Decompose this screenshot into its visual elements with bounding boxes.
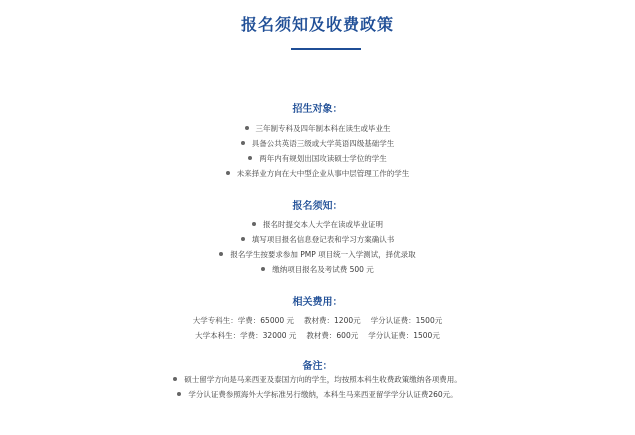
fee-materials: 教材费：600元: [306, 331, 359, 340]
list-item: [0, 136, 635, 151]
fee-row: [0, 313, 635, 328]
bullet-dot-icon: [219, 252, 223, 256]
list-item: [0, 372, 635, 387]
list-item: [0, 387, 635, 402]
list-item: [0, 151, 635, 166]
bullet-dot-icon: [252, 222, 256, 226]
admission-list: [0, 121, 635, 181]
list-item-text: 具备公共英语三级或大学英语四级基础学生: [251, 139, 395, 148]
list-item: [0, 247, 635, 262]
list-item-text: 报名学生按要求参加 PMP 项目统一入学测试，择优录取: [230, 250, 416, 259]
bullet-dot-icon: [241, 237, 245, 241]
page-title: 报名须知及收费政策: [240, 15, 394, 34]
list-item-text: 学分认证费参照海外大学标准另行缴纳，本科生马来西亚留学学分认证费260元。: [188, 390, 458, 399]
section-heading-notes: 备注：: [302, 361, 333, 372]
fee-row: [0, 328, 635, 343]
list-item: [0, 217, 635, 232]
section-heading-fees: 相关费用：: [292, 297, 343, 308]
fee-certification: 学分认证费：1500元: [368, 331, 440, 340]
bullet-dot-icon: [241, 141, 245, 145]
list-item: [0, 121, 635, 136]
list-item: [0, 166, 635, 181]
bullet-dot-icon: [248, 156, 252, 160]
fee-table: [0, 313, 635, 343]
section-heading-admission: 招生对象：: [292, 104, 343, 115]
fee-tuition: 学费：32000 元: [240, 331, 297, 340]
bullet-dot-icon: [177, 392, 181, 396]
list-item-text: 未来择业方向在大中型企业从事中层管理工作的学生: [236, 169, 410, 178]
bullet-dot-icon: [245, 126, 249, 130]
bullet-dot-icon: [261, 267, 265, 271]
title-underline: [291, 48, 361, 50]
fee-tuition: 学费：65000 元: [237, 316, 295, 325]
bullet-dot-icon: [173, 377, 177, 381]
list-item-text: 三年制专科及四年制本科在读生或毕业生: [255, 124, 391, 133]
list-item-text: 硕士留学方向是马来西亚及泰国方向的学生，均按照本科生收费政策缴纳各项费用。: [184, 375, 462, 384]
list-item-text: 报名时提交本人大学在读或毕业证明: [263, 220, 383, 229]
fee-certification: 学分认证费：1500元: [370, 316, 443, 325]
list-item-text: 两年内有规划出国攻读硕士学位的学生: [259, 154, 387, 163]
list-item-text: 缴纳项目报名及考试费 500 元: [272, 265, 374, 274]
notes-list: [0, 372, 635, 402]
fee-category: 大学本科生：: [195, 331, 241, 340]
fee-materials: 教材费：1200元: [304, 316, 361, 325]
list-item-text: 填写项目报名信息登记表和学习方案确认书: [251, 235, 395, 244]
list-item: [0, 262, 635, 277]
section-heading-registration: 报名须知：: [292, 201, 343, 212]
registration-list: [0, 217, 635, 277]
bullet-dot-icon: [226, 171, 230, 175]
list-item: [0, 232, 635, 247]
fee-category: 大学专科生：: [192, 316, 238, 325]
